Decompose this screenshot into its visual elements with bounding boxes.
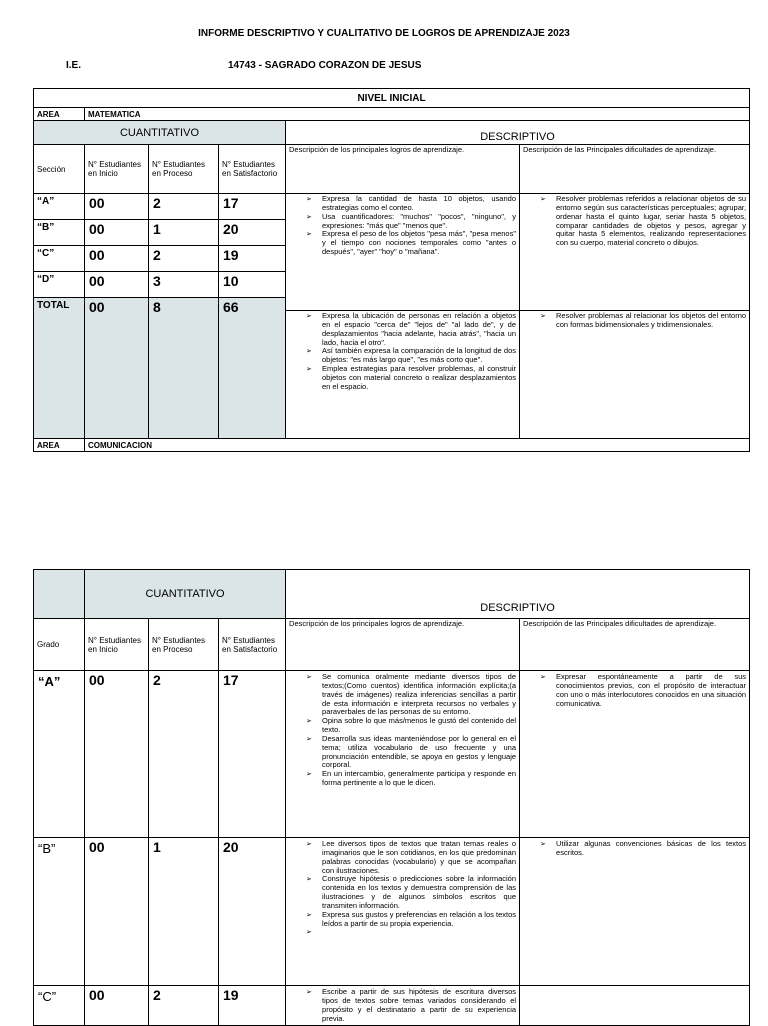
area-value: MATEMATICA <box>85 108 750 121</box>
cuantitativo-header: CUANTITATIVO <box>34 121 286 145</box>
satisfactorio-cell: 17 <box>219 194 286 220</box>
logros-cell-2 <box>286 311 520 439</box>
inicio-cell: 00 <box>85 220 149 246</box>
area-label: AREA <box>34 108 85 121</box>
total-label: TOTAL <box>34 298 85 439</box>
list-item: ➢ Emplea estrategias para resolver problemas, al construir objetos con material concreto o realizar desplazamientos en el espacio. <box>322 365 516 392</box>
list-item: ➢ Escribe a partir de sus hipótesis de escritura diversos tipos de textos sobre temas variados considerando el propósito y el destinatario a partir de su experiencia previa. <box>322 988 516 1023</box>
satisfactorio-cell: 10 <box>219 272 286 298</box>
list-item: ➢ Lee diversos tipos de textos que tratan temas reales o imaginarios que le son cotidianos, en los que predominan palabras conocidas (vocabulario) y que se acompañan con ilustraciones. <box>322 840 516 875</box>
proceso-cell: 1 <box>149 838 219 986</box>
document-title: INFORME DESCRIPTIVO Y CUALITATIVO DE LOGROS DE APRENDIZAJE 2023 <box>198 28 570 39</box>
list-item: ➢ Expresa el peso de los objetos "pesa más", "pesa menos" y el tiempo con nociones temporales como "antes o después", "ayer" "hoy" o "mañana". <box>322 230 516 257</box>
col-proceso: N° Estudiantes en Proceso <box>149 619 219 671</box>
proceso-cell: 2 <box>149 671 219 838</box>
list-item: ➢ Expresa la cantidad de hasta 10 objetos, usando estrategias como el conteo. <box>322 195 516 213</box>
matematica-table <box>33 88 750 452</box>
ie-value: 14743 - SAGRADO CORAZON DE JESUS <box>228 60 422 71</box>
nivel-inicial-header: NIVEL INICIAL <box>34 89 750 108</box>
table-row <box>34 671 750 838</box>
proceso-cell: 2 <box>149 194 219 220</box>
list-item: ➢ Expresa la ubicación de personas en relación a objetos en el espacio "cerca de" "lejos de" "al lado de", y de desplazamientos "hacia adelante, hacia atrás", "hacia un lado, hacia el otro". <box>322 312 516 347</box>
desc-dificultades-header: Descripción de las Principales dificultades de aprendizaje. <box>520 619 750 671</box>
descriptivo-header: DESCRIPTIVO <box>286 570 750 619</box>
list-item: ➢ Utilizar algunas convenciones básicas de los textos escritos. <box>556 840 746 858</box>
col-inicio: N° Estudiantes en Inicio <box>85 145 149 194</box>
total-satisfactorio: 66 <box>219 298 286 439</box>
total-proceso: 8 <box>149 298 219 439</box>
blank-header-cell <box>34 570 85 619</box>
satisfactorio-cell: 19 <box>219 986 286 1026</box>
satisfactorio-cell: 20 <box>219 220 286 246</box>
grado-cell: “C” <box>34 986 85 1026</box>
logros-cell <box>286 986 520 1026</box>
dificultades-cell-1 <box>520 194 750 311</box>
dificultades-cell <box>520 986 750 1026</box>
satisfactorio-cell: 19 <box>219 246 286 272</box>
logros-cell <box>286 671 520 838</box>
comunicacion-table <box>33 569 750 1026</box>
list-item: ➢ Opina sobre lo que más/menos le gustó del contenido del texto. <box>322 717 516 735</box>
satisfactorio-cell: 17 <box>219 671 286 838</box>
inicio-cell: 00 <box>85 246 149 272</box>
list-item: ➢ Usa cuantificadores: "muchos" "pocos", "ninguno", y expresiones: "más que" "menos que". <box>322 213 516 231</box>
list-item: ➢ Resolver problemas al relacionar los objetos del entorno con formas bidimensionales y tridimensionales. <box>556 312 746 330</box>
list-item <box>322 928 516 936</box>
inicio-cell: 00 <box>85 986 149 1026</box>
table-row <box>34 194 750 220</box>
seccion-cell: “B” <box>34 220 85 246</box>
area-label: AREA <box>34 439 85 452</box>
col-grado: Grado <box>34 619 85 671</box>
proceso-cell: 3 <box>149 272 219 298</box>
inicio-cell: 00 <box>85 671 149 838</box>
col-proceso: N° Estudiantes en Proceso <box>149 145 219 194</box>
desc-logros-header: Descripción de los principales logros de aprendizaje. <box>286 619 520 671</box>
list-item: ➢ Expresa sus gustos y preferencias en relación a los textos leídos a partir de su propia experiencia. <box>322 911 516 929</box>
list-item: ➢ Se comunica oralmente mediante diversos tipos de textos;(Como cuentos) identifica información explícita;(a través de imágenes) realiza inferencias sencillas a partir de esta información e interpreta recursos no verbales y paraverbales de las personas de su entorno. <box>322 673 516 717</box>
logros-cell-1 <box>286 194 520 311</box>
dificultades-cell <box>520 838 750 986</box>
area-value: COMUNICACION <box>85 439 750 452</box>
grado-cell: “B” <box>34 838 85 986</box>
list-item: ➢ Desarrolla sus ideas manteniéndose por lo general en el tema; utiliza vocabulario de uso frecuente y una pronunciación entendible, se apoya en gestos y lenguaje corporal. <box>322 735 516 770</box>
col-seccion: Sección <box>34 145 85 194</box>
list-item: ➢ Expresar espontáneamente a partir de sus conocimientos previos, con el propósito de interactuar con uno o más interlocutores conocidos en una situación comunicativa. <box>556 673 746 708</box>
inicio-cell: 00 <box>85 838 149 986</box>
list-item: ➢ Construye hipótesis o predicciones sobre la información contenida en los textos y demuestra comprensión de las ilustraciones y de algunos símbolos escritos que transmiten información. <box>322 875 516 910</box>
table-row <box>34 986 750 1026</box>
list-item: ➢ En un intercambio, generalmente participa y responde en forma pertinente a lo que le dicen. <box>322 770 516 788</box>
col-satisfactorio: N° Estudiantes en Satisfactorio <box>219 145 286 194</box>
seccion-cell: “A” <box>34 194 85 220</box>
list-item: ➢ Así también expresa la comparación de la longitud de dos objetos: "es más largo que", "es más corto que". <box>322 347 516 365</box>
list-item: ➢ Resolver problemas referidos a relacionar objetos de su entorno según sus características perceptuales; agrupar, ordenar hasta el quinto lugar, seriar hasta 5 objetos, comparar cantidades de objetos y pesos, agregar y quitar hasta 5 elementos, realizando representaciones con su cuerpo, material concreto o dibujos. <box>556 195 746 248</box>
col-satisfactorio: N° Estudiantes en Satisfactorio <box>219 619 286 671</box>
proceso-cell: 2 <box>149 246 219 272</box>
desc-logros-header: Descripción de los principales logros de aprendizaje. <box>286 145 520 194</box>
proceso-cell: 1 <box>149 220 219 246</box>
cuantitativo-header: CUANTITATIVO <box>85 570 286 619</box>
desc-dificultades-header: Descripción de las Principales dificultades de aprendizaje. <box>520 145 750 194</box>
dificultades-cell-2 <box>520 311 750 439</box>
inicio-cell: 00 <box>85 194 149 220</box>
inicio-cell: 00 <box>85 272 149 298</box>
logros-cell <box>286 838 520 986</box>
seccion-cell: “C” <box>34 246 85 272</box>
total-inicio: 00 <box>85 298 149 439</box>
satisfactorio-cell: 20 <box>219 838 286 986</box>
descriptivo-header: DESCRIPTIVO <box>286 121 750 145</box>
col-inicio: N° Estudiantes en Inicio <box>85 619 149 671</box>
seccion-cell: “D” <box>34 272 85 298</box>
ie-label: I.E. <box>66 60 82 71</box>
dificultades-cell <box>520 671 750 838</box>
grado-cell: “A” <box>34 671 85 838</box>
table-row <box>34 838 750 986</box>
proceso-cell: 2 <box>149 986 219 1026</box>
